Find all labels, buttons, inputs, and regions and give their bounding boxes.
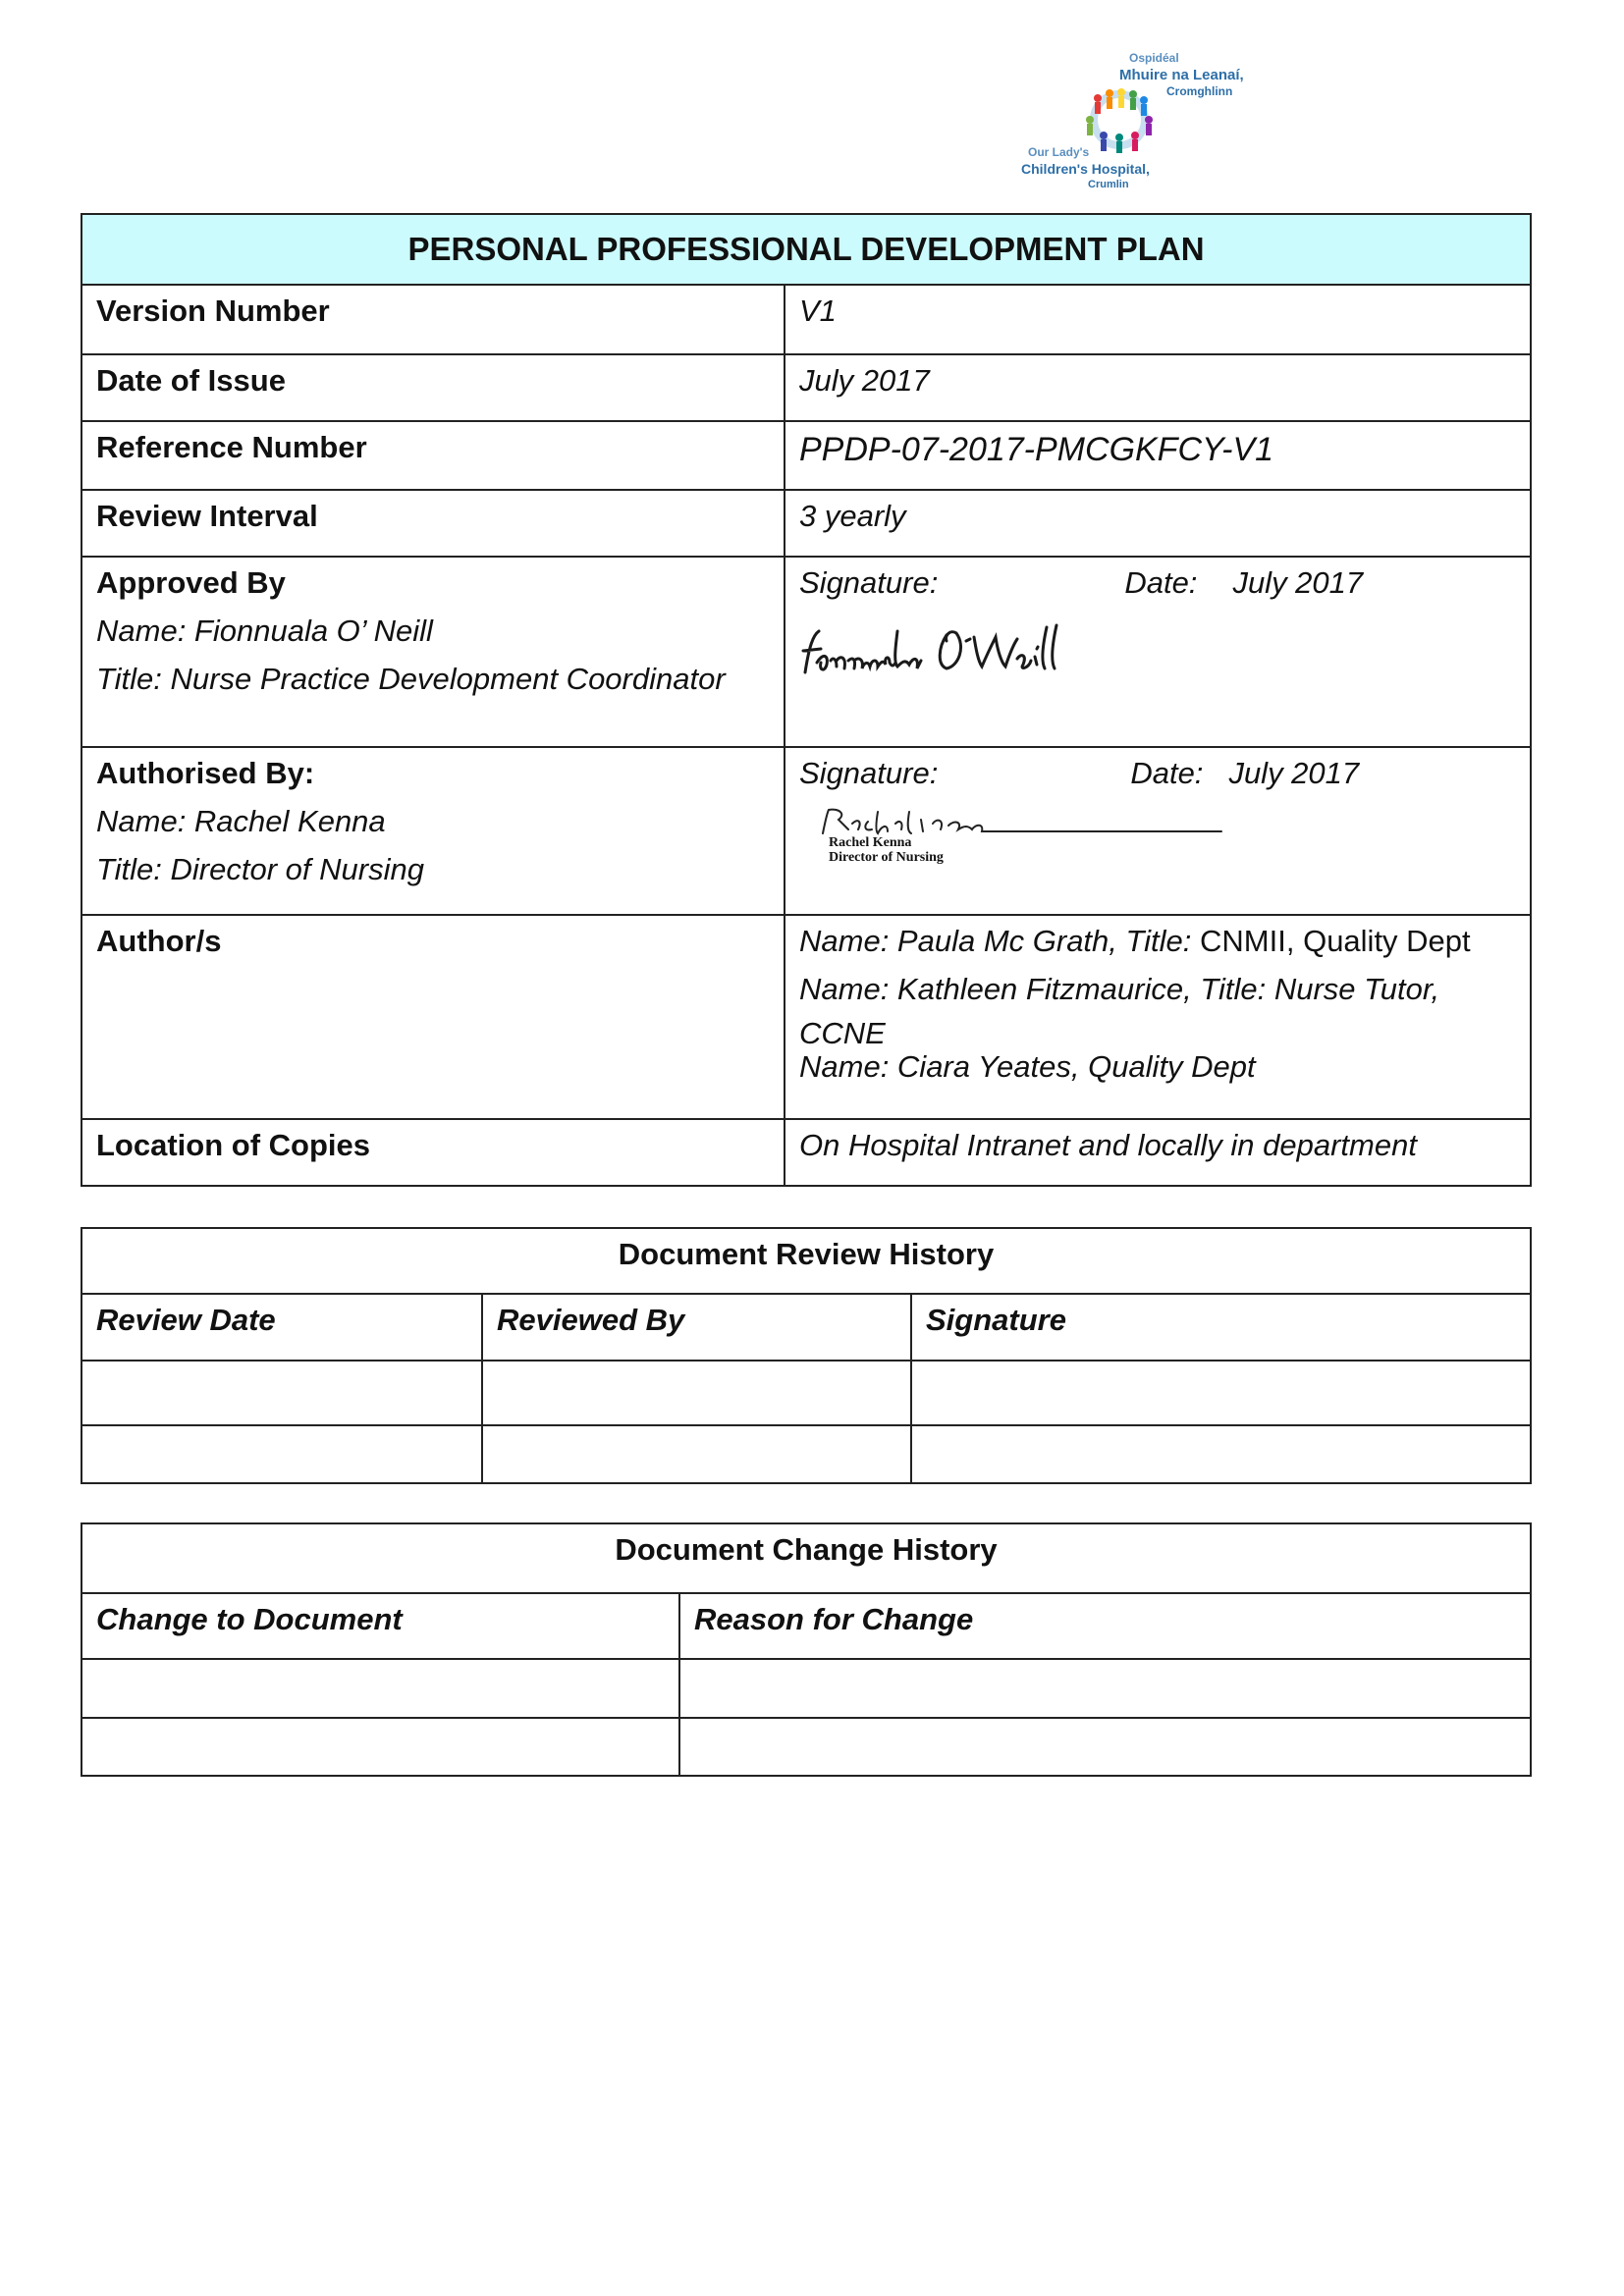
version-value: V1 [785,285,1531,354]
review-cell [81,1361,482,1425]
review-history-table [81,1227,1532,1484]
document-info-table [81,213,1532,1187]
author-3: Name: Ciara Yeates, Quality Dept [799,1048,1256,1084]
authorised-date-value: July 2017 [1228,756,1360,790]
approved-signature-cell [785,557,1531,747]
authorised-signature-label: Signature: [799,756,939,790]
change-cell [81,1659,679,1718]
reference-number-value: PPDP-07-2017-PMCGKFCY-V1 [785,421,1531,490]
author-1-prefix: Name: Paula Mc Grath, Title: [799,924,1201,958]
approved-date-label: Date: [1124,565,1198,600]
review-col-signature: Signature [911,1294,1531,1361]
review-interval-label: Review Interval [81,490,785,557]
authorised-date-label: Date: [1130,756,1204,790]
review-col-date: Review Date [81,1294,482,1361]
review-col-reviewed-by: Reviewed By [482,1294,911,1361]
location-label: Location of Copies [81,1119,785,1186]
review-history-title: Document Review History [81,1228,1531,1294]
change-col-reason: Reason for Change [679,1593,1531,1659]
change-col-change: Change to Document [81,1593,679,1659]
logo-line-5: Children's Hospital, [1021,161,1150,177]
approved-date-value: July 2017 [1232,565,1364,600]
document-title: PERSONAL PROFESSIONAL DEVELOPMENT PLAN [81,214,1531,285]
change-cell [679,1718,1531,1776]
logo-line-3: Cromghlinn [1166,84,1233,98]
logo-line-2: Mhuire na Leanaí, [1119,67,1244,83]
reference-number-label: Reference Number [81,421,785,490]
date-of-issue-label: Date of Issue [81,354,785,421]
approved-by-label: Approved By [96,565,286,600]
change-history-title: Document Change History [81,1523,1531,1593]
authorised-signature-cell [785,747,1531,915]
approved-signature-label: Signature: [799,565,939,600]
authorised-by-title: Title: Director of Nursing [96,851,424,886]
change-history-table [81,1522,1532,1777]
review-cell [482,1425,911,1483]
review-cell [81,1425,482,1483]
approved-by-title: Title: Nurse Practice Development Coordinator [96,661,726,696]
author-1 [799,922,1516,962]
logo-line-4: Our Lady's [1028,145,1090,159]
rachel-signature [819,804,1516,873]
author-1-suffix: CNMII, Quality Dept [1200,924,1471,958]
review-cell [482,1361,911,1425]
approved-by-name: Name: Fionnuala O’ Neill [96,613,433,648]
change-cell [81,1718,679,1776]
authors-label: Author/s [81,915,785,1119]
author-2-line-1: Name: Kathleen Fitzmaurice, Title: Nurse Tutor, [799,971,1440,1006]
authorised-by-name: Name: Rachel Kenna [96,803,386,838]
rachel-stamp-title: Director of Nursing [829,849,944,865]
authors-cell [785,915,1531,1119]
review-cell [911,1425,1531,1483]
review-interval-value: 3 yearly [785,490,1531,557]
location-value: On Hospital Intranet and locally in department [785,1119,1531,1186]
approved-by-cell [81,557,785,747]
date-of-issue-value: July 2017 [785,354,1531,421]
fionnuala-signature [799,617,1123,686]
change-cell [679,1659,1531,1718]
review-cell [911,1361,1531,1425]
authorised-by-label: Authorised By: [96,756,315,790]
logo-line-6: Crumlin [1088,179,1129,190]
logo-line-1: Ospidéal [1129,51,1179,65]
rachel-stamp-name: Rachel Kenna [829,834,912,850]
authorised-by-cell [81,747,785,915]
author-2-line-2: CCNE [799,1015,886,1050]
version-label: Version Number [81,285,785,354]
hospital-logo [1021,51,1247,198]
